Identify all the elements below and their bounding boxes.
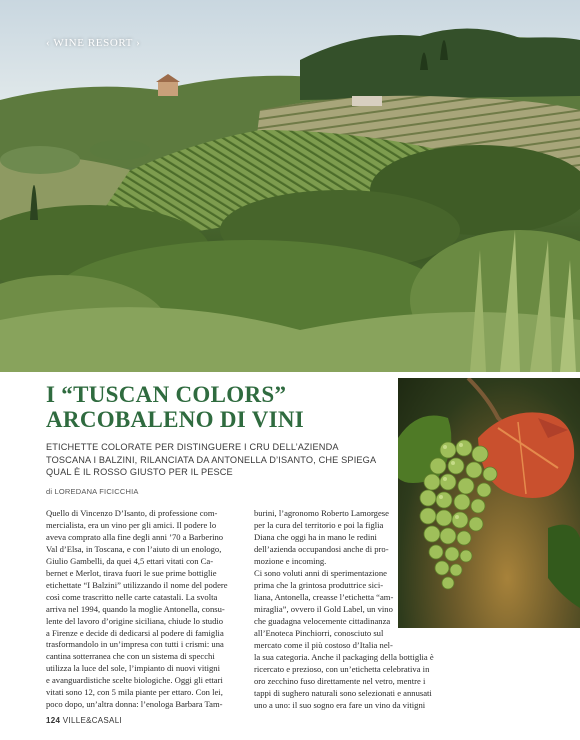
title-line: I “TUSCAN COLORS” (46, 382, 287, 407)
body-line: Giulio Gambelli, da quei 4,5 ettari vitati con Ca- (46, 555, 214, 566)
body-line: all’Enoteca Pinchiorri, conosciuto sul (254, 628, 384, 638)
body-line: prima che la grintosa produttrice sici- (254, 579, 384, 590)
body-line: tappi di sughero naturali sono selezionati e annusati (254, 687, 432, 698)
body-line: lente del lavoro d’origine siciliana, chiude lo studio (46, 615, 224, 626)
section-kicker: ‹ WINE RESORT › (46, 37, 141, 49)
body-column-3 (254, 628, 576, 712)
body-line: liana, Antonella, creasse l’etichetta “am- (254, 591, 394, 602)
body-line: poco dopo, un’altra donna: l’enologa Barbara Tam- (46, 699, 223, 710)
grape-cluster-illustration (398, 378, 580, 628)
body-line: cantina sotterranea che con un sistema di specchi (46, 651, 215, 662)
body-line: oro zecchino fuso direttamente nel vetro, mentre i (254, 675, 426, 686)
body-column-2 (254, 508, 394, 628)
body-line: la sua categoria. Anche il packaging della bottiglia è (254, 651, 434, 662)
body-line: Diana che oggi ha in mano le redini (254, 531, 377, 542)
body-line: ricercato e prezioso, con un’etichetta celebrativa in (254, 663, 430, 674)
body-line: vitati sono 12, con 5 mila piante per ettaro. Con lei, (46, 687, 223, 698)
article-title (46, 382, 386, 432)
body-line: Ci sono voluti anni di sperimentazione (254, 567, 387, 578)
body-line: bernet e Merlot, tirava fuori le sue prime bottiglie (46, 567, 217, 578)
body-line: uno a uno: il suo sogno era fare un vino da vitigni (254, 699, 426, 710)
body-line: mozione e incoming. (254, 555, 327, 566)
body-line: aveva comprato alla fine degli anni ’70 a Barberino (46, 531, 224, 542)
body-column-1 (46, 508, 241, 711)
body-line: trasformandolo in un’impresa con tutti i crismi: una (46, 639, 224, 650)
subtitle-line: QUAL È IL ROSSO GIUSTO PER IL PESCE (46, 467, 233, 477)
body-line: etichettate “I Balzini” utilizzando il nome del podere (46, 579, 228, 590)
body-line: utilizza la luce del sole, l’impianto di nuovi vitigni (46, 663, 220, 674)
body-line: e avanguardistiche scelte biologiche. Oggi gli ettari (46, 675, 223, 686)
page-folio (46, 716, 122, 725)
article-subtitle (46, 441, 386, 479)
body-line: Quello di Vincenzo D’Isanto, di professione com- (46, 508, 218, 518)
body-line: dell’azienda occupandosi anche di pro- (254, 543, 389, 554)
page-number: 124 (46, 716, 61, 725)
body-line: così come trascritto nelle carte catastali. La svolta (46, 591, 218, 602)
body-line: miraglia”, ovvero il Gold Label, un vino (254, 603, 393, 614)
grapes-photo (398, 378, 580, 628)
subtitle-line: ETICHETTE COLORATE PER DISTINGUERE I CRU DELL’AZIENDA (46, 442, 339, 452)
title-line: ARCOBALENO DI VINI (46, 407, 305, 432)
byline: di LOREDANA FICICCHIA (46, 487, 139, 496)
body-line: per la cura del territorio e poi la figlia (254, 519, 384, 530)
body-line: mercato come il più costoso d’Italia nel- (254, 639, 393, 650)
body-line: burini, l’agronomo Roberto Lamorgese (254, 508, 389, 518)
subtitle-line: TOSCANA I BALZINI, RILANCIATA DA ANTONELLA D’ISANTO, CHE SPIEGA (46, 454, 377, 465)
body-line: a Firenze e decide di dedicarsi al podere di famiglia (46, 627, 224, 638)
body-line: arriva nel 1994, quando la moglie Antonella, consu- (46, 603, 225, 614)
body-line: mercialista, era un vino per gli amici. Il podere lo (46, 519, 217, 530)
magazine-name: VILLE&CASALI (62, 716, 122, 725)
body-line: che guadagna velocemente cittadinanza (254, 615, 391, 626)
body-line: Val d’Elsa, in Toscana, e con l’aiuto di un enologo, (46, 543, 222, 554)
